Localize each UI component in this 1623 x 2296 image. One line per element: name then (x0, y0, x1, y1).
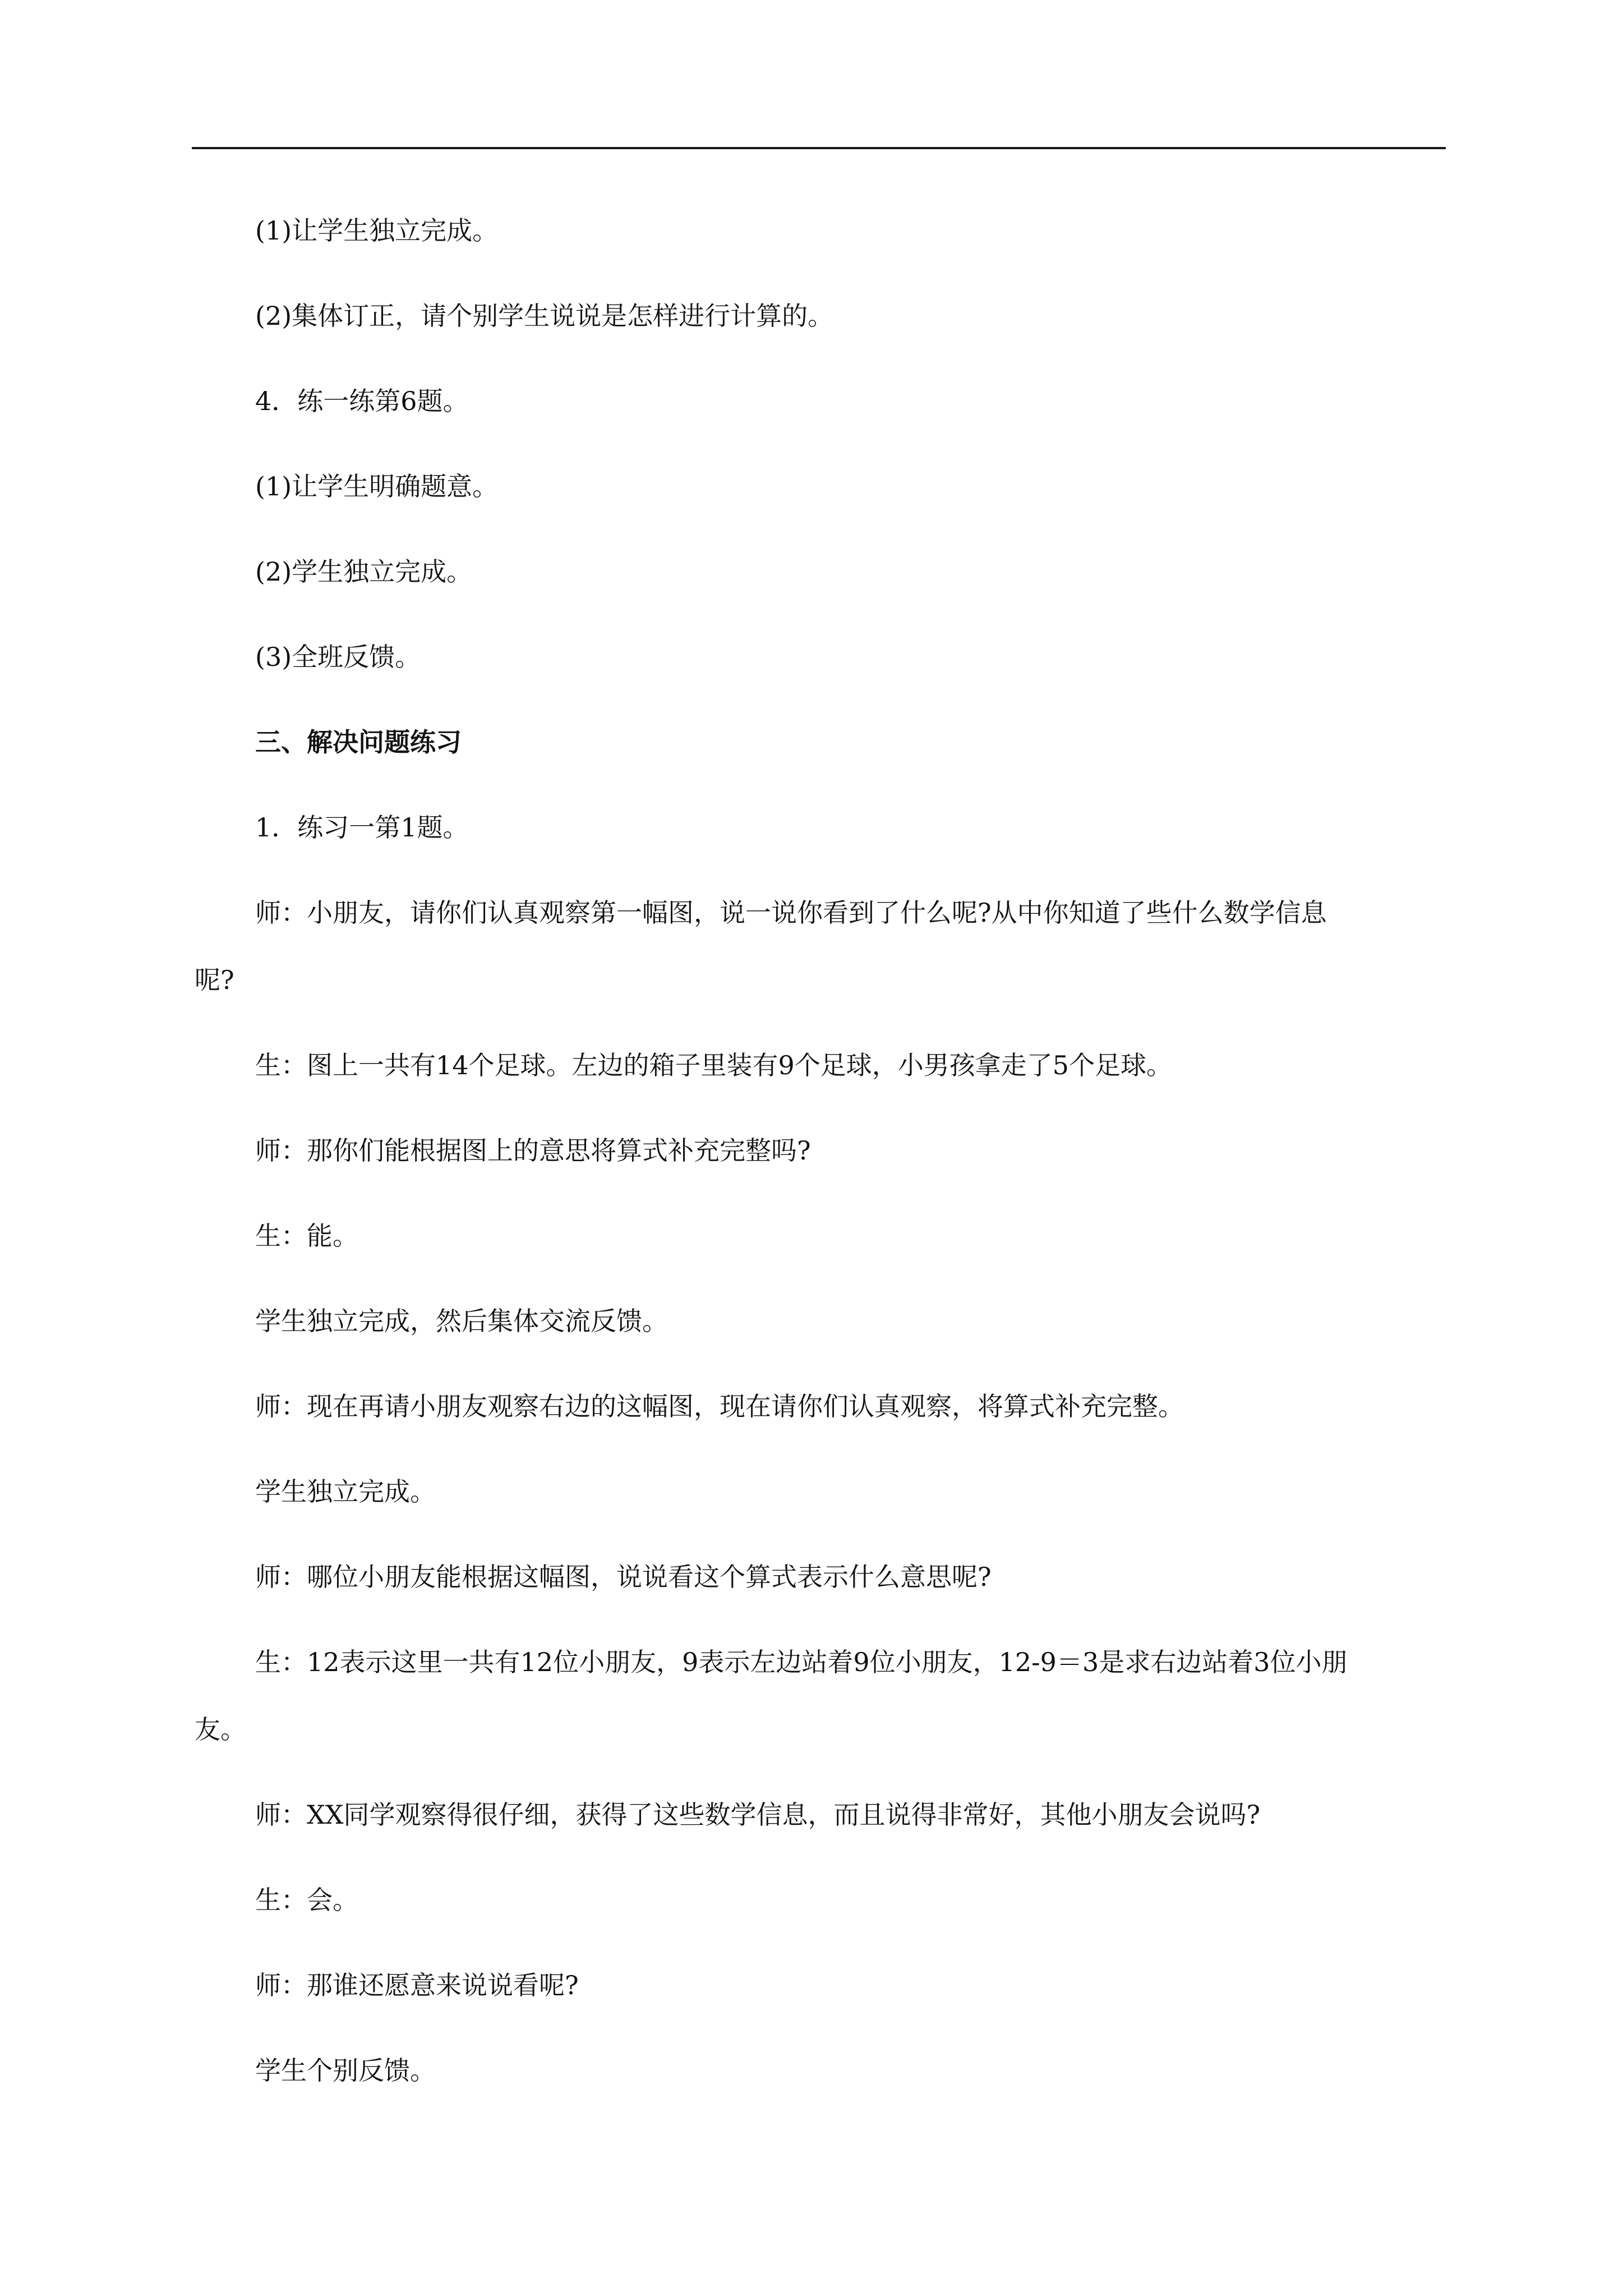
section-heading: 三、解决问题练习 (255, 727, 462, 757)
paragraph-multiline (195, 895, 1447, 997)
paragraph-continuation: 友。 (195, 1714, 246, 1745)
paragraph: (2)集体订正，请个别学生说说是怎样进行计算的。 (255, 301, 834, 331)
paragraph: 学生个别反馈。 (255, 2055, 436, 2086)
paragraph: 师：那你们能根据图上的意思将算式补充完整吗? (255, 1135, 811, 1166)
paragraph: (3)全班反馈。 (255, 642, 421, 672)
paragraph-continuation: 呢? (195, 965, 234, 995)
paragraph-line: 师：小朋友，请你们认真观察第一幅图，说一说你看到了什么呢?从中你知道了些什么数学信息 (255, 898, 1327, 928)
paragraph: (2)学生独立完成。 (255, 556, 473, 587)
paragraph: 1．练习一第1题。 (255, 812, 469, 843)
document-body (195, 213, 1447, 2138)
paragraph: 生：图上一共有14个足球。左边的箱子里装有9个足球，小男孩拿走了5个足球。 (255, 1050, 1173, 1080)
paragraph: 学生独立完成，然后集体交流反馈。 (255, 1306, 668, 1336)
paragraph: 4．练一练第6题。 (255, 386, 469, 416)
paragraph: (1)让学生独立完成。 (255, 215, 499, 246)
paragraph: 学生独立完成。 (255, 1476, 436, 1507)
paragraph: 师：现在再请小朋友观察右边的这幅图，现在请你们认真观察，将算式补充完整。 (255, 1391, 1184, 1421)
paragraph: (1)让学生明确题意。 (255, 471, 499, 501)
header-rule (192, 147, 1446, 149)
paragraph: 师：哪位小朋友能根据这幅图，说说看这个算式表示什么意思呢? (255, 1562, 992, 1592)
paragraph: 生：能。 (255, 1221, 358, 1251)
paragraph: 师：XX同学观察得很仔细，获得了这些数学信息，而且说得非常好，其他小朋友会说吗? (255, 1800, 1261, 1830)
paragraph: 生：会。 (255, 1885, 358, 1915)
paragraph-line: 生：12表示这里一共有12位小朋友，9表示左边站着9位小朋友，12-9＝3是求右边站着3位小朋 (255, 1647, 1348, 1677)
paragraph-multiline (195, 1645, 1447, 1747)
paragraph: 师：那谁还愿意来说说看呢? (255, 1970, 579, 2000)
